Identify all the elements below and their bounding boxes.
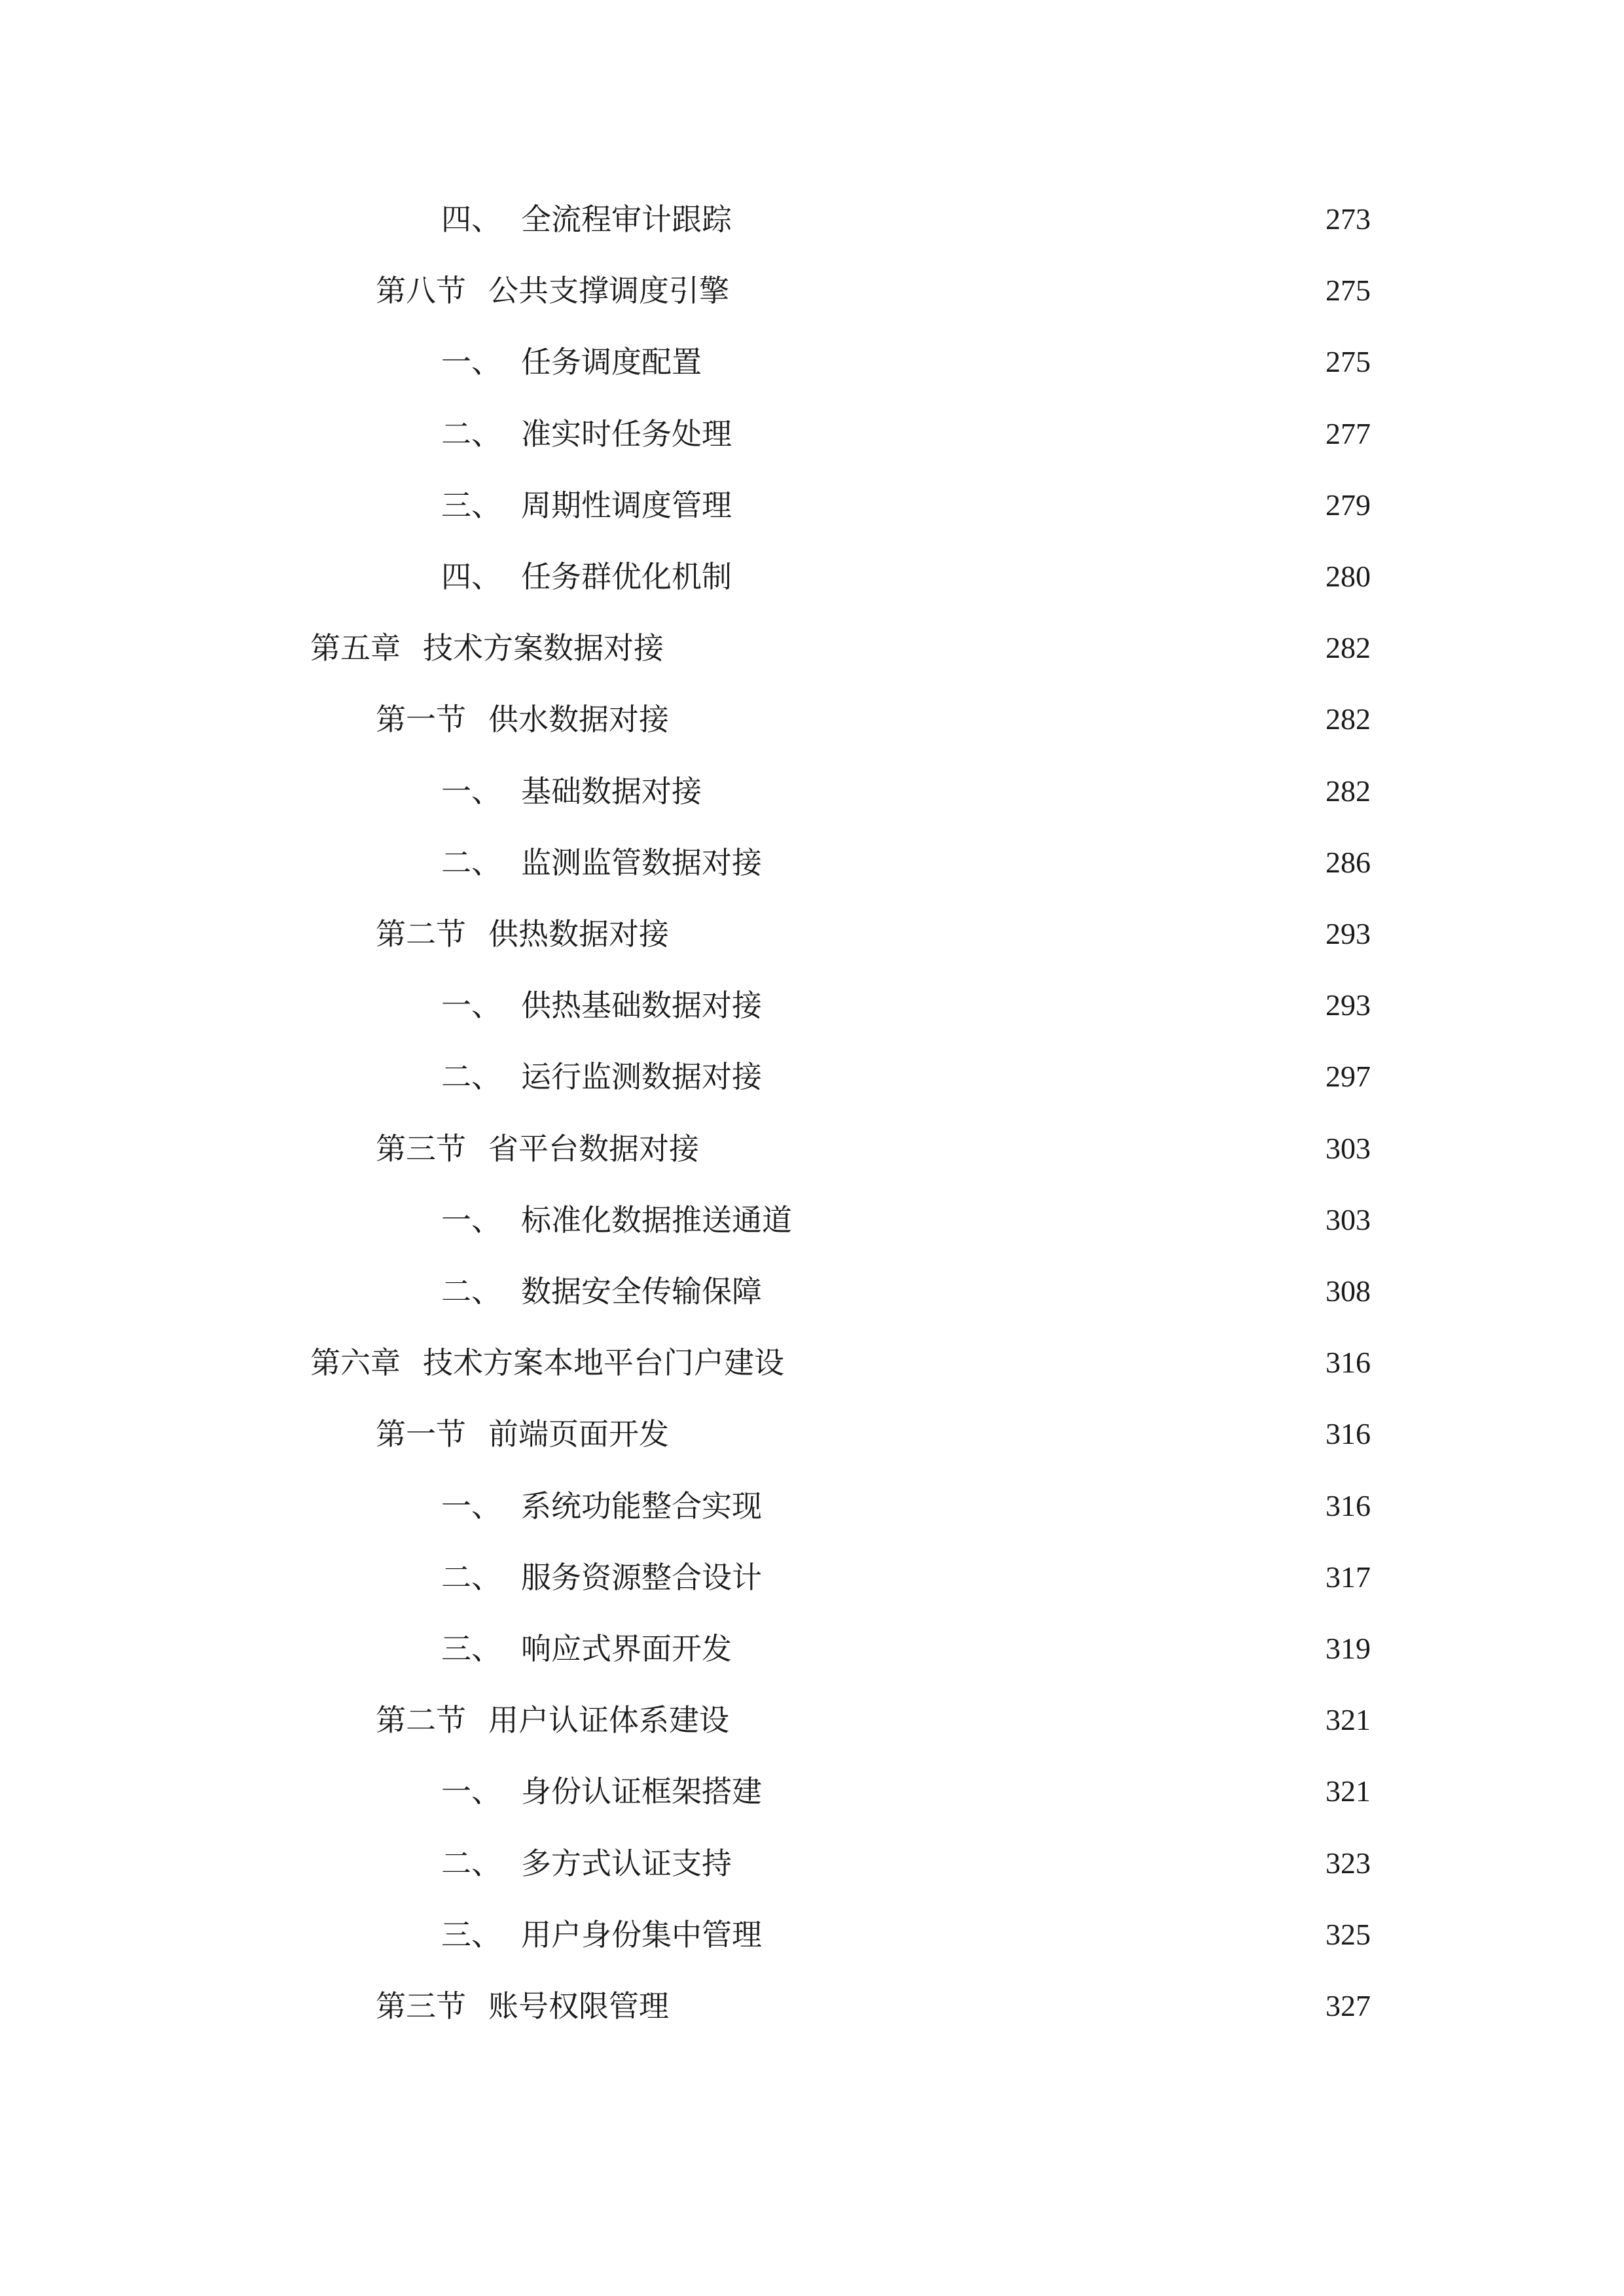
toc-entry-title: 账号权限管理 bbox=[488, 1988, 669, 2024]
toc-page-number: 327 bbox=[1326, 1989, 1371, 2022]
toc-entry-number: 二、 bbox=[441, 1560, 501, 1595]
toc-page-number: 293 bbox=[1326, 917, 1371, 950]
dot-leader bbox=[676, 919, 1310, 949]
dot-leader bbox=[676, 1419, 1310, 1449]
dot-leader bbox=[738, 562, 1310, 592]
toc-entry-item[interactable] bbox=[441, 1470, 1371, 1542]
toc-entry-label bbox=[441, 1899, 762, 1971]
toc-entry-title: 准实时任务处理 bbox=[521, 416, 732, 452]
toc-page-number: 321 bbox=[1326, 1774, 1371, 1808]
toc-entry-number: 二、 bbox=[441, 1846, 501, 1881]
toc-entry-label bbox=[441, 1041, 762, 1113]
toc-entry-number: 一、 bbox=[441, 1774, 501, 1809]
toc-entry-number: 第三节 bbox=[376, 1131, 466, 1166]
toc-entry-label bbox=[376, 898, 669, 970]
toc-entry-chapter[interactable] bbox=[310, 612, 1371, 684]
toc-entry-title: 供热数据对接 bbox=[488, 916, 669, 952]
dot-leader bbox=[676, 1991, 1310, 2021]
dot-leader bbox=[768, 1062, 1310, 1092]
toc-page-number: 279 bbox=[1326, 488, 1371, 522]
dot-leader bbox=[738, 1848, 1310, 1878]
toc-entry-label bbox=[441, 1613, 732, 1685]
toc-entry-title: 用户身份集中管理 bbox=[521, 1917, 762, 1952]
toc-page-number: 316 bbox=[1326, 1489, 1371, 1522]
toc-entry-title: 全流程审计跟踪 bbox=[521, 202, 732, 237]
toc-page-number: 273 bbox=[1326, 202, 1371, 236]
dot-leader bbox=[768, 1276, 1310, 1306]
toc-entry-item[interactable] bbox=[441, 755, 1371, 827]
dot-leader bbox=[799, 1205, 1310, 1235]
toc-entry-number: 三、 bbox=[441, 488, 501, 523]
dot-leader bbox=[738, 204, 1310, 234]
toc-entry-item[interactable] bbox=[441, 541, 1371, 613]
toc-entry-label bbox=[441, 755, 702, 827]
toc-page-number: 275 bbox=[1326, 345, 1371, 378]
toc-entry-title: 省平台数据对接 bbox=[488, 1131, 699, 1166]
toc-entry-item[interactable] bbox=[441, 469, 1371, 541]
toc-page-number: 303 bbox=[1326, 1132, 1371, 1165]
dot-leader bbox=[768, 1491, 1310, 1521]
toc-entry-label bbox=[310, 1327, 784, 1399]
toc-entry-number: 二、 bbox=[441, 1274, 501, 1309]
dot-leader bbox=[768, 990, 1310, 1020]
toc-entry-label bbox=[441, 1470, 762, 1542]
toc-page-number: 308 bbox=[1326, 1274, 1371, 1308]
toc-entry-item[interactable] bbox=[441, 1827, 1371, 1899]
toc-entry-number: 二、 bbox=[441, 416, 501, 452]
toc-entry-number: 二、 bbox=[441, 1059, 501, 1094]
toc-entry-number: 一、 bbox=[441, 988, 501, 1023]
dot-leader bbox=[768, 1562, 1310, 1592]
toc-entry-title: 运行监测数据对接 bbox=[521, 1059, 762, 1094]
toc-page-number: 280 bbox=[1326, 560, 1371, 593]
dot-leader bbox=[736, 1705, 1310, 1735]
toc-entry-label bbox=[376, 1970, 669, 2042]
toc-entry-item[interactable] bbox=[441, 398, 1371, 470]
toc-entry-item[interactable] bbox=[441, 1184, 1371, 1256]
toc-entry-number: 第三节 bbox=[376, 1988, 466, 2024]
toc-page-number: 297 bbox=[1326, 1060, 1371, 1093]
toc-entry-title: 服务资源整合设计 bbox=[521, 1560, 762, 1595]
toc-entry-title: 响应式界面开发 bbox=[521, 1631, 732, 1666]
toc-page-number: 323 bbox=[1326, 1846, 1371, 1880]
toc-entry-title: 任务群优化机制 bbox=[521, 559, 732, 594]
toc-entry-number: 第六章 bbox=[310, 1345, 401, 1380]
toc-entry-number: 第五章 bbox=[310, 630, 401, 666]
toc-entry-label bbox=[441, 469, 732, 541]
toc-entry-label bbox=[441, 183, 732, 255]
toc-page-number: 275 bbox=[1326, 274, 1371, 307]
toc-entry-number: 一、 bbox=[441, 344, 501, 380]
dot-leader bbox=[768, 848, 1310, 878]
toc-entry-label bbox=[441, 1827, 732, 1899]
toc-page-number: 316 bbox=[1326, 1346, 1371, 1379]
toc-page-number: 317 bbox=[1326, 1560, 1371, 1594]
toc-entry-label bbox=[310, 612, 664, 684]
toc-entry-item[interactable] bbox=[441, 183, 1371, 255]
toc-page-number: 316 bbox=[1326, 1417, 1371, 1450]
dot-leader bbox=[670, 633, 1310, 663]
toc-entry-label bbox=[441, 969, 762, 1041]
toc-entry-number: 第二节 bbox=[376, 916, 466, 952]
toc-entry-title: 周期性调度管理 bbox=[521, 488, 732, 523]
dot-leader bbox=[708, 347, 1310, 377]
dot-leader bbox=[676, 704, 1310, 734]
toc-entry-number: 第一节 bbox=[376, 702, 466, 737]
toc-entry-title: 供水数据对接 bbox=[488, 702, 669, 737]
toc-entry-number: 第一节 bbox=[376, 1416, 466, 1452]
toc-entry-title: 任务调度配置 bbox=[521, 344, 702, 380]
toc-entry-chapter[interactable] bbox=[310, 1327, 1371, 1399]
dot-leader bbox=[791, 1348, 1310, 1378]
toc-entry-title: 多方式认证支持 bbox=[521, 1846, 732, 1881]
toc-page-number: 303 bbox=[1326, 1203, 1371, 1236]
toc-entry-item[interactable] bbox=[441, 969, 1371, 1041]
dot-leader bbox=[768, 1776, 1310, 1806]
toc-entry-title: 技术方案本地平台门户建设 bbox=[423, 1345, 784, 1380]
toc-page-number: 282 bbox=[1326, 702, 1371, 736]
toc-entry-item[interactable] bbox=[441, 1255, 1371, 1327]
toc-entry-number: 四、 bbox=[441, 202, 501, 237]
toc-entry-section[interactable] bbox=[376, 1970, 1371, 2042]
toc-entry-number: 第二节 bbox=[376, 1702, 466, 1738]
toc-entry-title: 用户认证体系建设 bbox=[488, 1702, 729, 1738]
toc-entry-item[interactable] bbox=[441, 1613, 1371, 1685]
dot-leader bbox=[706, 1134, 1310, 1164]
toc-entry-title: 监测监管数据对接 bbox=[521, 845, 762, 880]
toc-entry-number: 一、 bbox=[441, 1488, 501, 1524]
toc-page-number: 293 bbox=[1326, 988, 1371, 1022]
toc-page-number: 325 bbox=[1326, 1918, 1371, 1951]
toc-entry-title: 系统功能整合实现 bbox=[521, 1488, 762, 1524]
toc-entry-label bbox=[441, 1755, 762, 1827]
toc-entry-label bbox=[441, 827, 762, 899]
toc-entry-section[interactable] bbox=[376, 898, 1371, 970]
dot-leader bbox=[768, 1920, 1310, 1950]
toc-page-number: 321 bbox=[1326, 1703, 1371, 1736]
dot-leader bbox=[738, 1634, 1310, 1664]
toc-entry-title: 前端页面开发 bbox=[488, 1416, 669, 1452]
toc-entry-title: 身份认证框架搭建 bbox=[521, 1774, 762, 1809]
toc-entry-label bbox=[441, 398, 732, 470]
toc-entry-item[interactable] bbox=[441, 1041, 1371, 1113]
toc-entry-item[interactable] bbox=[441, 326, 1371, 398]
toc-entry-label bbox=[441, 1255, 762, 1327]
toc-entry-number: 三、 bbox=[441, 1631, 501, 1666]
dot-leader bbox=[736, 276, 1310, 306]
toc-entry-title: 公共支撑调度引擎 bbox=[488, 273, 729, 308]
toc-entry-section[interactable] bbox=[376, 1113, 1371, 1185]
toc-entry-label bbox=[441, 541, 732, 613]
dot-leader bbox=[738, 490, 1310, 520]
dot-leader bbox=[738, 419, 1310, 449]
toc-entry-number: 一、 bbox=[441, 774, 501, 809]
toc-page-number: 286 bbox=[1326, 846, 1371, 879]
toc-entry-item[interactable] bbox=[441, 1899, 1371, 1971]
toc-entry-section[interactable] bbox=[376, 1398, 1371, 1470]
toc-entry-label bbox=[376, 1113, 699, 1185]
toc-entry-section[interactable] bbox=[376, 255, 1371, 327]
toc-entry-number: 二、 bbox=[441, 845, 501, 880]
toc-entry-section[interactable] bbox=[376, 683, 1371, 755]
toc-entry-title: 标准化数据推送通道 bbox=[521, 1202, 792, 1238]
toc-entry-label bbox=[441, 326, 702, 398]
toc-entry-item[interactable] bbox=[441, 1541, 1371, 1613]
toc-page-number: 277 bbox=[1326, 417, 1371, 450]
toc-entry-label bbox=[441, 1541, 762, 1613]
toc-page-number: 282 bbox=[1326, 774, 1371, 808]
toc-entry-label bbox=[376, 683, 669, 755]
toc-entry-number: 第八节 bbox=[376, 273, 466, 308]
toc-entry-label bbox=[441, 1184, 792, 1256]
toc-entry-item[interactable] bbox=[441, 1755, 1371, 1827]
toc-entry-number: 三、 bbox=[441, 1917, 501, 1952]
toc-entry-title: 基础数据对接 bbox=[521, 774, 702, 809]
toc-entry-title: 供热基础数据对接 bbox=[521, 988, 762, 1023]
toc-entry-label bbox=[376, 1684, 729, 1756]
toc-entry-title: 技术方案数据对接 bbox=[423, 630, 664, 666]
toc-entry-title: 数据安全传输保障 bbox=[521, 1274, 762, 1309]
toc-entry-section[interactable] bbox=[376, 1684, 1371, 1756]
toc-page-number: 282 bbox=[1326, 631, 1371, 664]
toc-entry-item[interactable] bbox=[441, 827, 1371, 899]
toc-entry-number: 四、 bbox=[441, 559, 501, 594]
dot-leader bbox=[708, 776, 1310, 806]
toc-entry-label bbox=[376, 255, 729, 327]
toc-entry-label bbox=[376, 1398, 669, 1470]
toc-page-number: 319 bbox=[1326, 1632, 1371, 1665]
toc-entry-number: 一、 bbox=[441, 1202, 501, 1238]
